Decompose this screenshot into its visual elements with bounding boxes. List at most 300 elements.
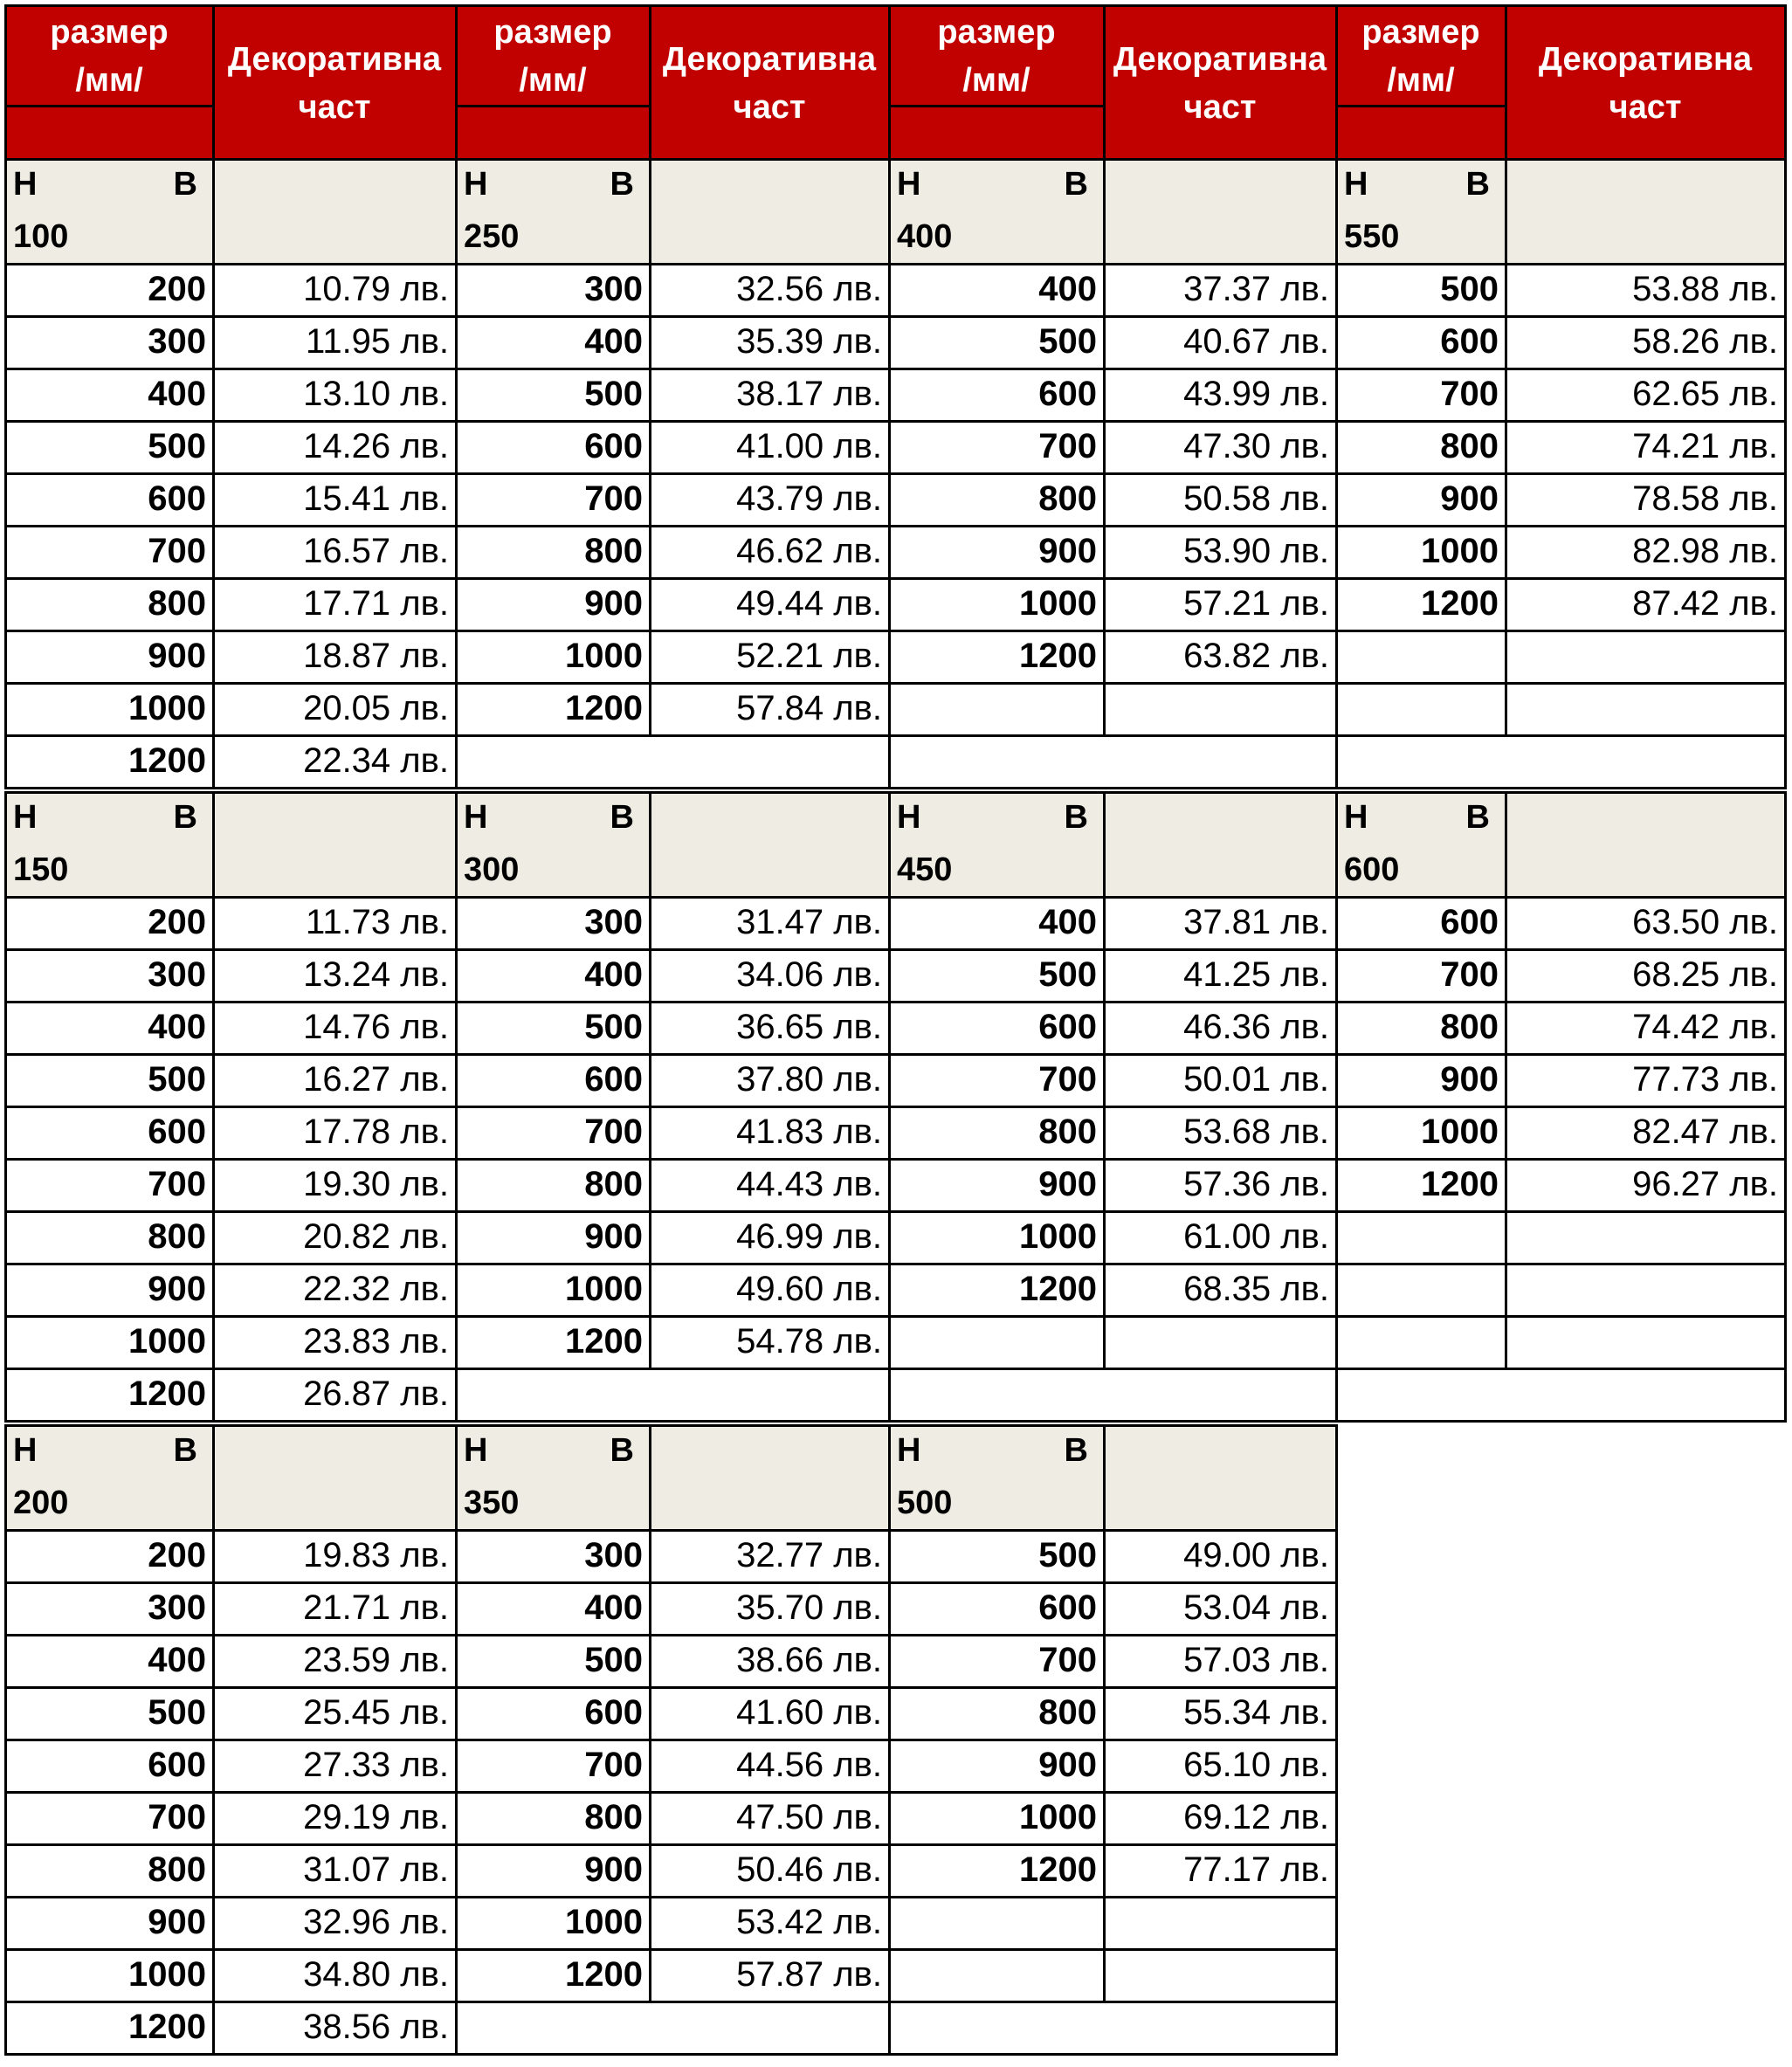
price-cell: 62.65 лв. (1632, 375, 1778, 413)
grid-line (1103, 1368, 1338, 1370)
grid-line (888, 1529, 1338, 1532)
header-strip (456, 106, 650, 159)
price-cell: 38.66 лв. (736, 1641, 882, 1679)
height-cell: 1000 (128, 689, 206, 727)
height-cell: 900 (1038, 532, 1097, 570)
grid-line (888, 158, 891, 789)
height-cell: 600 (584, 1693, 643, 1732)
price-cell: 49.60 лв. (736, 1270, 882, 1308)
price-cell: 47.30 лв. (1183, 427, 1329, 465)
grid-line (4, 1896, 458, 1898)
grid-line (455, 896, 891, 899)
price-cell: 41.00 лв. (736, 427, 882, 465)
column-header-decorative: Декоративна част (1506, 5, 1785, 159)
grid-line (4, 1424, 7, 2056)
grid-line (4, 787, 458, 789)
grid-line (888, 1420, 1338, 1423)
height-cell: 1000 (565, 1903, 643, 1941)
price-cell: 21.71 лв. (303, 1588, 449, 1627)
grid-line (1505, 630, 1507, 737)
grid-line (1505, 1210, 1507, 1370)
block-header-450 (889, 792, 1104, 897)
grid-line (4, 4, 1787, 7)
height-cell: 1000 (128, 1955, 206, 1994)
price-cell: 46.99 лв. (736, 1217, 882, 1256)
height-cell: 500 (148, 1060, 206, 1099)
price-cell: 74.42 лв. (1632, 1008, 1778, 1046)
height-cell: 500 (584, 1008, 643, 1046)
height-label: H (13, 799, 38, 836)
grid-line (1335, 525, 1787, 527)
price-cell: 46.36 лв. (1183, 1008, 1329, 1046)
grid-line (1103, 682, 1106, 737)
price-cell: 38.17 лв. (736, 375, 882, 413)
height-cell: 600 (148, 1113, 206, 1151)
height-cell: 500 (148, 427, 206, 465)
block-header-200 (5, 1425, 213, 1530)
grid-line (888, 1739, 1338, 1741)
grid-line (4, 472, 458, 475)
height-cell: 900 (148, 1903, 206, 1941)
block-header-price-cell (213, 1425, 456, 1530)
grid-line (4, 105, 215, 107)
column-header-decorative: Декоративна част (650, 5, 889, 159)
grid-line (455, 158, 891, 161)
price-cell: 53.04 лв. (1183, 1588, 1329, 1627)
height-cell: 700 (148, 532, 206, 570)
grid-line (888, 630, 1338, 632)
grid-line (1335, 1001, 1787, 1003)
price-cell: 13.10 лв. (303, 375, 449, 413)
height-cell: 700 (584, 1113, 643, 1151)
block-header-price-cell (1104, 792, 1336, 897)
grid-line (4, 2001, 458, 2003)
height-label: H (897, 799, 921, 836)
height-cell: 400 (148, 1641, 206, 1679)
grid-line (455, 315, 891, 318)
grid-line (4, 2053, 458, 2056)
height-cell: 900 (584, 1217, 643, 1256)
price-cell: 68.25 лв. (1632, 955, 1778, 994)
width-value: 150 (13, 851, 69, 888)
price-cell: 11.73 лв. (306, 903, 449, 941)
price-cell: 17.78 лв. (303, 1113, 449, 1151)
grid-line (455, 1424, 458, 2056)
height-cell: 900 (1440, 479, 1499, 518)
grid-line (455, 1634, 891, 1636)
grid-line (1103, 1424, 1106, 1898)
height-cell: 400 (584, 1588, 643, 1627)
height-cell: 1200 (1019, 1270, 1097, 1308)
height-cell: 1200 (565, 1322, 643, 1361)
height-cell: 800 (148, 1217, 206, 1256)
price-cell: 34.80 лв. (303, 1955, 449, 1994)
height-cell: 1000 (1019, 1217, 1097, 1256)
grid-line (888, 791, 1338, 794)
block-header-350 (456, 1425, 650, 1530)
height-label: H (13, 166, 38, 203)
grid-line (4, 1948, 458, 1951)
height-label: H (464, 166, 488, 203)
height-cell: 800 (584, 1165, 643, 1203)
grid-line (4, 1001, 458, 1003)
block-header-550 (1336, 159, 1506, 264)
grid-line (455, 420, 891, 423)
grid-line (455, 630, 891, 632)
grid-line (1335, 1210, 1787, 1213)
height-cell: 400 (1038, 903, 1097, 941)
width-value: 300 (464, 851, 520, 888)
grid-line (1335, 1263, 1507, 1265)
grid-line (649, 2001, 651, 2003)
grid-line (888, 1634, 1338, 1636)
price-cell: 23.59 лв. (303, 1641, 449, 1679)
price-cell: 77.73 лв. (1632, 1060, 1778, 1099)
price-cell: 63.50 лв. (1632, 903, 1778, 941)
grid-line (888, 420, 1338, 423)
grid-line (1335, 1158, 1787, 1161)
grid-line (1335, 1315, 1507, 1318)
block-header-250 (456, 159, 650, 264)
grid-line (455, 787, 891, 789)
grid-line (1335, 368, 1787, 370)
grid-line (4, 1158, 458, 1161)
column-header-size: размер /мм/ (889, 5, 1104, 106)
height-cell: 1200 (565, 1955, 643, 1994)
height-label: H (13, 1432, 38, 1469)
width-value: 100 (13, 218, 69, 255)
height-cell: 900 (1440, 1060, 1499, 1099)
grid-line (1335, 472, 1787, 475)
price-cell: 96.27 лв. (1632, 1165, 1778, 1203)
grid-line (4, 1210, 458, 1213)
price-cell: 19.83 лв. (303, 1536, 449, 1574)
height-cell: 800 (1038, 479, 1097, 518)
grid-line (888, 1791, 1338, 1794)
width-label: B (173, 799, 197, 836)
grid-line (4, 577, 458, 580)
width-value: 550 (1344, 218, 1400, 255)
price-cell: 32.56 лв. (736, 270, 882, 308)
block-header-price-cell (1506, 159, 1785, 264)
block-header-600 (1336, 792, 1506, 897)
grid-line (4, 896, 458, 899)
grid-line (888, 263, 1338, 265)
price-cell: 40.67 лв. (1183, 322, 1329, 361)
height-cell: 800 (1440, 1008, 1499, 1046)
price-cell: 82.47 лв. (1632, 1113, 1778, 1151)
grid-line (888, 2053, 1338, 2056)
width-value: 500 (897, 1485, 953, 1521)
price-cell: 46.62 лв. (736, 532, 882, 570)
height-cell: 1000 (565, 1270, 643, 1308)
grid-line (1103, 2001, 1338, 2003)
grid-line (1103, 791, 1106, 1318)
height-cell: 500 (1038, 322, 1097, 361)
grid-line (455, 1739, 891, 1741)
block-header-300 (456, 792, 650, 897)
height-cell: 1000 (1019, 1798, 1097, 1836)
grid-line (1505, 1368, 1787, 1370)
grid-line (1335, 4, 1338, 161)
height-cell: 700 (148, 1798, 206, 1836)
price-cell: 27.33 лв. (303, 1746, 449, 1784)
height-label: H (897, 1432, 921, 1469)
price-cell: 31.47 лв. (736, 903, 882, 941)
height-cell: 300 (148, 322, 206, 361)
block-header-price-cell (650, 792, 889, 897)
grid-line (888, 315, 1338, 318)
price-cell: 50.01 лв. (1183, 1060, 1329, 1099)
price-cell: 57.87 лв. (736, 1955, 882, 1994)
width-label: B (1465, 799, 1490, 836)
grid-line (888, 734, 1106, 737)
grid-line (4, 158, 7, 789)
grid-line (455, 2001, 891, 2003)
height-cell: 200 (148, 903, 206, 941)
grid-line (649, 791, 651, 1370)
grid-line (888, 1106, 1338, 1108)
grid-line (888, 472, 1338, 475)
grid-line (1505, 1263, 1787, 1265)
height-cell: 300 (584, 1536, 643, 1574)
grid-line (4, 1686, 458, 1689)
price-cell: 61.00 лв. (1183, 1217, 1329, 1256)
height-cell: 700 (584, 479, 643, 518)
height-cell: 500 (584, 375, 643, 413)
width-value: 350 (464, 1485, 520, 1521)
grid-line (888, 1210, 1338, 1213)
height-cell: 400 (584, 322, 643, 361)
grid-line (455, 682, 891, 685)
grid-line (4, 420, 458, 423)
grid-line (455, 1001, 891, 1003)
price-cell: 19.30 лв. (303, 1165, 449, 1203)
height-cell: 600 (584, 427, 643, 465)
grid-line (649, 734, 651, 737)
height-label: H (464, 1432, 488, 1469)
grid-line (4, 263, 458, 265)
price-cell: 23.83 лв. (303, 1322, 449, 1361)
height-cell: 300 (148, 1588, 206, 1627)
height-cell: 700 (1440, 955, 1499, 994)
height-cell: 400 (584, 955, 643, 994)
price-cell: 37.81 лв. (1183, 903, 1329, 941)
price-cell: 38.56 лв. (303, 2008, 449, 2046)
price-cell: 14.76 лв. (303, 1008, 449, 1046)
grid-line (4, 1424, 458, 1427)
grid-line (4, 1053, 458, 1056)
height-cell: 600 (1038, 1008, 1097, 1046)
height-cell: 1000 (1421, 532, 1499, 570)
height-cell: 300 (584, 270, 643, 308)
grid-line (4, 1634, 458, 1636)
grid-line (4, 1791, 458, 1794)
grid-line (1335, 158, 1787, 161)
height-label: H (897, 166, 921, 203)
grid-line (4, 734, 458, 737)
grid-line (1784, 158, 1787, 789)
grid-line (888, 525, 1338, 527)
grid-line (888, 1581, 1338, 1584)
grid-line (455, 1843, 891, 1846)
grid-line (4, 315, 458, 318)
grid-line (1505, 4, 1507, 161)
grid-line (455, 368, 891, 370)
price-cell: 20.82 лв. (303, 1217, 449, 1256)
price-cell: 69.12 лв. (1183, 1798, 1329, 1836)
grid-line (455, 1368, 891, 1370)
grid-line (4, 525, 458, 527)
column-header-decorative: Декоративна част (213, 5, 456, 159)
height-cell: 900 (1038, 1165, 1097, 1203)
grid-line (455, 263, 891, 265)
height-cell: 900 (1038, 1746, 1097, 1784)
price-cell: 41.83 лв. (736, 1113, 882, 1151)
height-cell: 700 (1440, 375, 1499, 413)
width-label: B (1064, 166, 1088, 203)
grid-line (649, 1368, 651, 1370)
grid-line (1335, 787, 1787, 789)
height-cell: 600 (1038, 375, 1097, 413)
price-cell: 25.45 лв. (303, 1693, 449, 1732)
height-cell: 200 (148, 270, 206, 308)
height-label: H (1344, 799, 1368, 836)
height-cell: 500 (1440, 270, 1499, 308)
height-cell: 700 (1038, 1060, 1097, 1099)
grid-line (455, 4, 458, 161)
grid-line (455, 791, 458, 1423)
block-header-400 (889, 159, 1104, 264)
width-label: B (173, 1432, 197, 1469)
height-cell: 200 (148, 1536, 206, 1574)
price-cell: 49.00 лв. (1183, 1536, 1329, 1574)
price-cell: 57.36 лв. (1183, 1165, 1329, 1203)
grid-line (455, 1053, 891, 1056)
price-cell: 43.99 лв. (1183, 375, 1329, 413)
grid-line (1335, 791, 1787, 794)
block-header-100 (5, 159, 213, 264)
grid-line (888, 577, 1338, 580)
block-header-price-cell (213, 159, 456, 264)
grid-line (455, 1210, 891, 1213)
price-cell: 44.43 лв. (736, 1165, 882, 1203)
price-cell: 17.71 лв. (303, 584, 449, 623)
height-cell: 500 (148, 1693, 206, 1732)
block-header-150 (5, 792, 213, 897)
price-cell: 77.17 лв. (1183, 1850, 1329, 1889)
width-label: B (610, 1432, 634, 1469)
grid-line (455, 1896, 891, 1898)
grid-line (212, 1424, 215, 2056)
grid-line (888, 105, 1106, 107)
height-cell: 1200 (128, 1375, 206, 1413)
block-header-price-cell (213, 792, 456, 897)
price-cell: 55.34 лв. (1183, 1693, 1329, 1732)
price-cell: 31.07 лв. (303, 1850, 449, 1889)
width-value: 250 (464, 218, 520, 255)
grid-line (455, 791, 891, 794)
price-cell: 16.57 лв. (303, 532, 449, 570)
grid-line (1103, 734, 1338, 737)
price-cell: 50.58 лв. (1183, 479, 1329, 518)
grid-line (455, 1263, 891, 1265)
price-cell: 54.78 лв. (736, 1322, 882, 1361)
grid-line (888, 787, 1338, 789)
height-cell: 400 (1038, 270, 1097, 308)
width-value: 200 (13, 1485, 69, 1521)
grid-line (455, 1581, 891, 1584)
grid-line (212, 158, 215, 789)
price-cell: 53.88 лв. (1632, 270, 1778, 308)
grid-line (888, 1368, 1106, 1370)
grid-line (455, 1529, 891, 1532)
price-cell: 32.96 лв. (303, 1903, 449, 1941)
price-cell: 36.65 лв. (736, 1008, 882, 1046)
price-cell: 47.50 лв. (736, 1798, 882, 1836)
price-cell: 43.79 лв. (736, 479, 882, 518)
price-cell: 41.60 лв. (736, 1693, 882, 1732)
height-cell: 600 (1440, 322, 1499, 361)
price-cell: 32.77 лв. (736, 1536, 882, 1574)
grid-line (4, 1106, 458, 1108)
grid-line (888, 1424, 1338, 1427)
grid-line (455, 105, 651, 107)
height-cell: 700 (1038, 1641, 1097, 1679)
height-cell: 600 (1038, 1588, 1097, 1627)
width-value: 400 (897, 218, 953, 255)
grid-line (4, 1315, 458, 1318)
height-cell: 1200 (565, 689, 643, 727)
grid-line (888, 1263, 1338, 1265)
grid-line (1335, 630, 1787, 632)
price-cell: 87.42 лв. (1632, 584, 1778, 623)
height-cell: 600 (1440, 903, 1499, 941)
grid-line (888, 1948, 1106, 1951)
grid-line (455, 1106, 891, 1108)
height-cell: 1000 (1421, 1113, 1499, 1151)
grid-line (1103, 1896, 1106, 2003)
price-cell: 63.82 лв. (1183, 637, 1329, 675)
grid-line (4, 948, 458, 951)
grid-line (455, 2053, 891, 2056)
height-cell: 700 (1038, 427, 1097, 465)
height-cell: 600 (148, 1746, 206, 1784)
height-cell: 400 (148, 1008, 206, 1046)
grid-line (1505, 682, 1787, 685)
block-header-price-cell (1104, 1425, 1336, 1530)
price-cell: 10.79 лв. (303, 270, 449, 308)
grid-line (1505, 791, 1507, 1213)
price-cell: 14.26 лв. (303, 427, 449, 465)
height-cell: 800 (584, 1798, 643, 1836)
grid-line (4, 368, 458, 370)
height-cell: 300 (148, 955, 206, 994)
height-label: H (464, 799, 488, 836)
grid-line (4, 1581, 458, 1584)
grid-line (888, 158, 1338, 161)
width-label: B (1465, 166, 1490, 203)
price-cell: 53.68 лв. (1183, 1113, 1329, 1151)
grid-line (649, 158, 651, 737)
height-cell: 1200 (128, 741, 206, 780)
height-cell: 600 (584, 1060, 643, 1099)
grid-line (888, 1686, 1338, 1689)
height-cell: 1000 (1019, 584, 1097, 623)
price-cell: 20.05 лв. (303, 689, 449, 727)
column-header-size: размер /мм/ (1336, 5, 1506, 106)
grid-line (888, 682, 1338, 685)
